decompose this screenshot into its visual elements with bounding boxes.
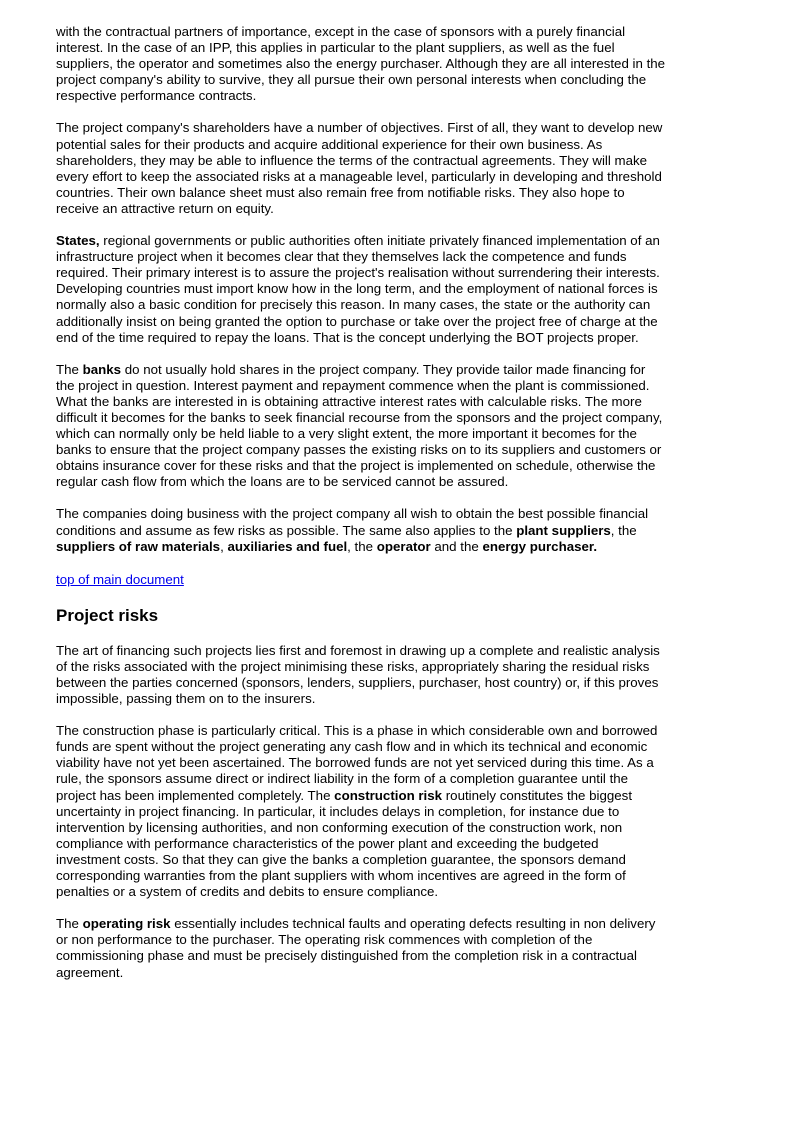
paragraph-text: with the contractual partners of importance, except in the case of sponsors with a purely financial interest. In the case of an IPP, this applies in particular to the plant suppliers, as well as the fuel suppliers, the operator and sometimes also the energy purchaser. Although they are all interested in the project company's ability to survive, they all pursue their own personal interests when concluding the respective performance contracts.: [56, 24, 666, 104]
section-heading-project-risks: Project risks: [56, 605, 159, 625]
paragraph-banks: [56, 362, 666, 491]
paragraph-text: regional governments or public authorities often initiate privately financed implementation of an infrastructure project when it becomes clear that they themselves lack the competence and funds required. Their primary interest is to assure the project's realisation without surrendering their interests. Developing countries must import know how in the long term, and the employment of national forces is normally also a basic condition for precisely this reason. In many cases, the state or the authority can additionally insist on being granted the option to purchase or take over the project free of charge at the end of the time required to repay the loans. That is the concept underlying the BOT projects proper.: [56, 233, 660, 345]
bold-term-energy-purchaser: energy purchaser.: [482, 538, 598, 554]
document-page: [56, 24, 666, 997]
bold-term-banks: banks: [82, 361, 122, 377]
top-of-main-document-link[interactable]: top of main document: [56, 571, 184, 587]
paragraph-text: The project company's shareholders have a number of objectives. First of all, they want to develop new potential sales for their products and acquire additional experience for their own business. As shareholders, they may be able to influence the terms of the contractual agreements. They will make every effort to keep the associated risks at a manageable level, particularly in developing and threshold countries. Their own balance sheet must also remain free from notifiable risks. They also hope to receive an attractive return on equity.: [56, 120, 663, 216]
paragraph-text: The art of financing such projects lies first and foremost in drawing up a complete and realistic analysis of the risks associated with the project minimising these risks, appropriately sharing the residual risks between the parties concerned (sponsors, lenders, suppliers, purchaser, host country) or, if this proves impossible, passing them on to the insurers.: [56, 642, 660, 707]
bold-term-auxiliaries-fuel: auxiliaries and fuel: [227, 538, 348, 554]
paragraph-text: ,: [220, 538, 228, 554]
paragraph-text: The construction phase is particularly critical. This is a phase in which considerable own and borrowed funds are spent without the project generating any cash flow and in which its technical and economic viability have not yet been ascertained. The borrowed funds are not yet serviced during this time. As a rule, the sponsors assume direct or indirect liability in the form of a completion guarantee until the project has been implemented completely. The: [56, 723, 658, 803]
paragraph-text: do not usually hold shares in the project company. They provide tailor made financing for the project in question. Interest payment and repayment commence when the plant is commissioned. What the banks are interested in is obtaining attractive interest rates with calculable risks. The more difficult it becomes for the banks to seek financial recourse from the sponsors and the project company, which can normally only be held liable to a very slight extent, the more important it becomes for the banks to ensure that the project company passes the existing risks on to its suppliers and customers or obtains insurance cover for these risks and that the project is implemented on schedule, otherwise the regular cash flow from which the loans are to be serviced cannot be assured.: [56, 361, 663, 490]
paragraph-construction-phase: [56, 723, 666, 900]
paragraph-art-of-financing: [56, 643, 666, 707]
paragraph-shareholders: [56, 120, 666, 217]
bold-term-states: States,: [56, 233, 100, 249]
paragraph-companies: [56, 506, 666, 554]
bold-term-operating-risk: operating risk: [82, 916, 171, 932]
paragraph-text: , the: [610, 522, 637, 538]
paragraph-text: The: [56, 916, 83, 932]
paragraph-text: The: [56, 361, 83, 377]
paragraph-text: and the: [430, 538, 483, 554]
paragraph-states: [56, 233, 666, 346]
paragraph-text: The companies doing business with the project company all wish to obtain the best possible financial conditions and assume as few risks as possible. The same also applies to the: [56, 506, 649, 538]
paragraph-text: routinely constitutes the biggest uncertainty in project financing. In particular, it includes delays in completion, for instance due to intervention by licensing authorities, and non conforming execution of the construction work, non compliance with performance characteristics of the power plant and exceeding the budgeted investment costs. So that they can give the banks a completion guarantee, the sponsors demand corresponding warranties from the plant suppliers with whom incentives are agreed in the form of penalties or a system of credits and debits to ensure compliance.: [56, 787, 633, 900]
bold-term-operator: operator: [376, 538, 431, 554]
paragraph-operating-risk: [56, 916, 666, 980]
bold-term-plant-suppliers: plant suppliers: [516, 522, 611, 538]
paragraph-text: essentially includes technical faults and operating defects resulting in non delivery or non performance to the purchaser. The operating risk commences with completion of the commissioning phase and must be precisely distinguished from the completion risk in a contractual agreement.: [56, 916, 656, 980]
paragraph-text: , the: [347, 538, 377, 554]
bold-term-construction-risk: construction risk: [334, 787, 443, 803]
bold-term-raw-materials: suppliers of raw materials: [56, 538, 221, 554]
paragraph-contractual-partners: [56, 24, 666, 104]
